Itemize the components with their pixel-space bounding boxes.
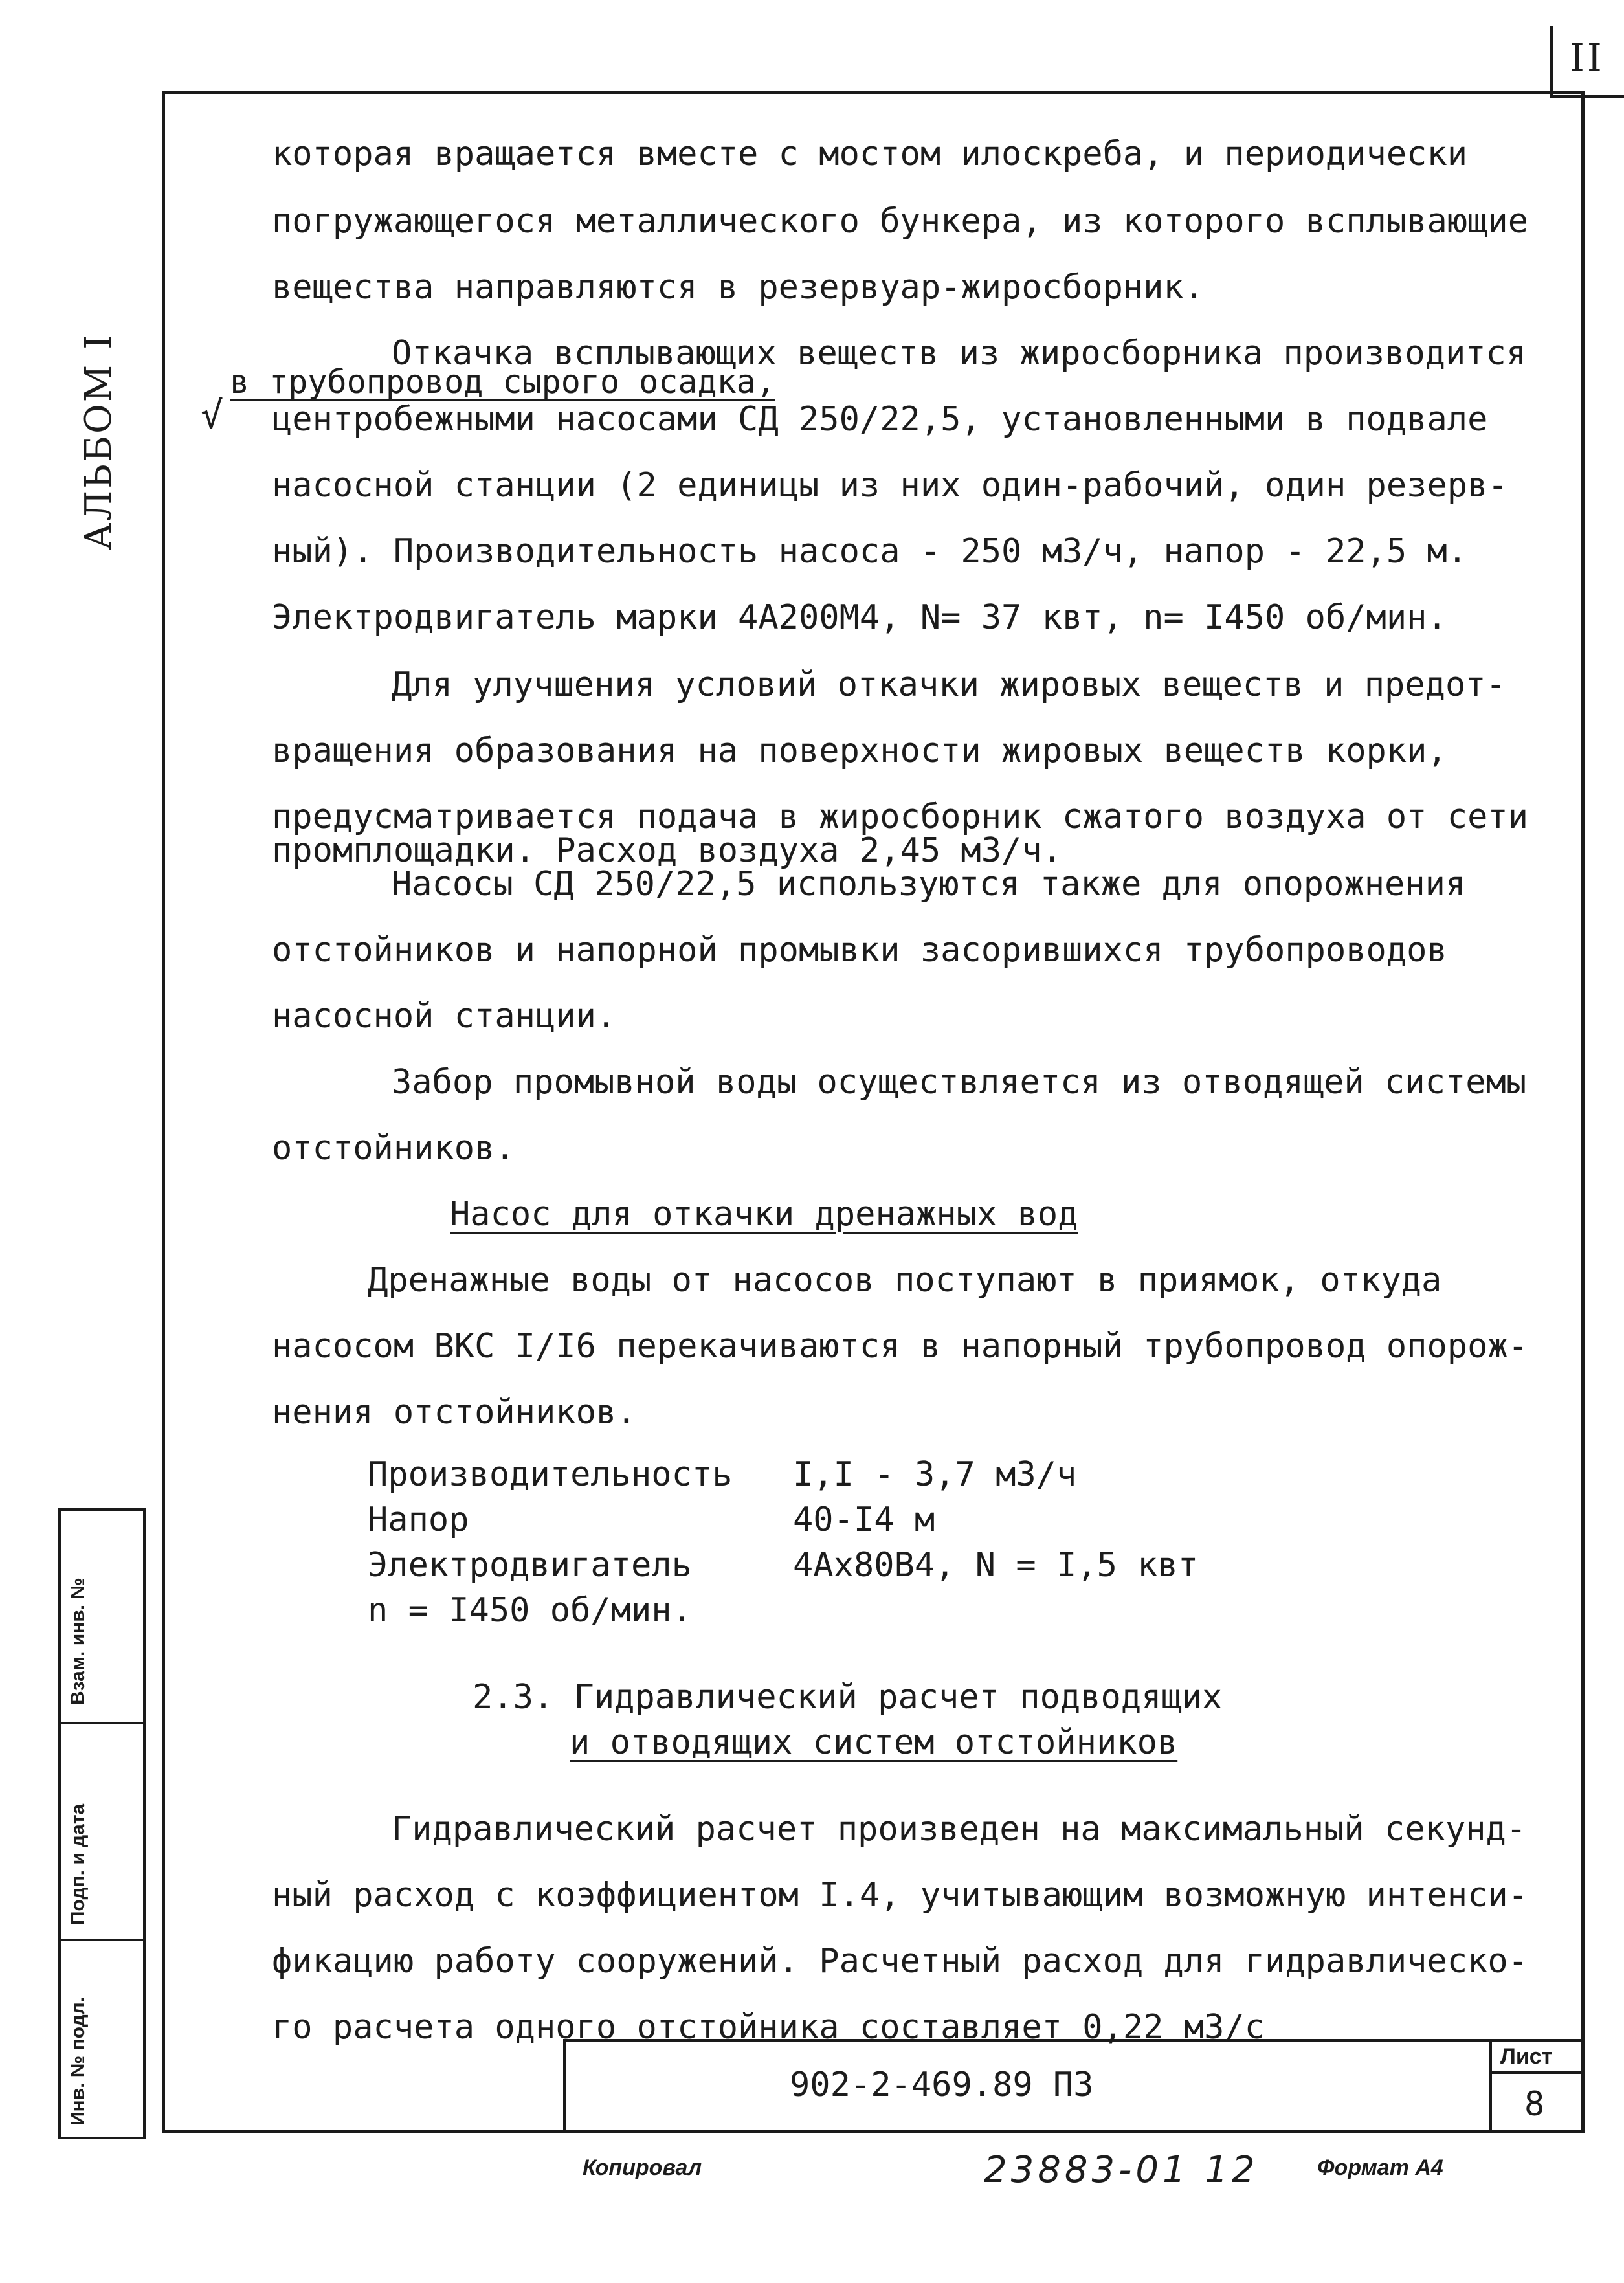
body-line: Насосы СД 250/22,5 используются также для опорожнения <box>392 865 1466 904</box>
side-stamp-label: Взам. инв. № <box>67 1577 89 1705</box>
body-line: вещества направляются в резервуар-жиросборник. <box>272 268 1205 307</box>
body-line: которая вращается вместе с мостом илоскреба, и периодически <box>272 135 1468 173</box>
body-line: центробежными насосами СД 250/22,5, установленными в подвале <box>272 400 1488 439</box>
side-stamp <box>58 1508 146 2139</box>
section-heading: и отводящих систем отстойников <box>570 1723 1178 1762</box>
body-line: Электродвигатель марки 4А200М4, N= 37 квт, n= I450 об/мин. <box>272 598 1447 637</box>
body-line: фикацию работу сооружений. Расчетный расход для гидравлическо- <box>272 1942 1529 1981</box>
side-stamp-cell <box>61 1724 143 1941</box>
sheet-label: Лист <box>1500 2044 1553 2069</box>
body-line: Дренажные воды от насосов поступают в приямок, откуда <box>368 1261 1442 1300</box>
sheet-number: 8 <box>1524 2085 1545 2124</box>
section-heading: 2.3. Гидравлический расчет подводящих <box>473 1678 1223 1717</box>
body-line: погружающегося металлического бункера, из которого всплывающие <box>272 202 1529 241</box>
body-line: ный расход с коэффициентом I.4, учитывающим возможную интенси- <box>272 1876 1529 1915</box>
side-stamp-cell <box>61 1941 143 2137</box>
body-line: отстойников. <box>272 1129 515 1168</box>
spec-label: Производительность <box>368 1455 733 1494</box>
copied-by-label: Копировал <box>583 2155 702 2180</box>
body-line: насосной станции. <box>272 997 617 1036</box>
insert-mark: √ <box>201 393 223 437</box>
spec-value: I,I - 3,7 м3/ч <box>793 1455 1077 1494</box>
side-stamp-cell <box>61 1511 143 1724</box>
spec-value: 4Аx80В4, N = I,5 квт <box>793 1546 1199 1585</box>
body-line: предусматривается подача в жиросборник сжатого воздуха от сети <box>272 797 1529 836</box>
handwritten-insert: в трубопровод сырого осадка, <box>230 363 775 401</box>
sheet-divider <box>1489 2071 1585 2074</box>
section-subheading: Насос для откачки дренажных вод <box>450 1195 1078 1234</box>
body-line: Забор промывной воды осуществляется из отводящей системы <box>392 1063 1527 1102</box>
body-line: насосом ВКС I/I6 перекачиваются в напорный трубопровод опорож- <box>272 1327 1529 1366</box>
archive-number: 23883-01 12 <box>984 2149 1259 2191</box>
side-stamp-label: Подп. и дата <box>67 1803 89 1925</box>
body-line: насосной станции (2 единицы из них один-рабочий, один резерв- <box>272 466 1508 505</box>
spec-label: Электродвигатель <box>368 1546 692 1585</box>
body-line: нения отстойников. <box>272 1393 637 1432</box>
body-line: вращения образования на поверхности жировых веществ корки, <box>272 731 1447 770</box>
body-line: го расчета одного отстойника составляет 0,22 м3/с <box>272 2008 1265 2047</box>
body-line: ный). Производительность насоса - 250 м3/ч, напор - 22,5 м. <box>272 532 1468 571</box>
body-line: отстойников и напорной промывки засорившихся трубопроводов <box>272 931 1447 970</box>
body-line: Для улучшения условий откачки жировых веществ и предот- <box>392 665 1506 704</box>
spec-label: Напор <box>368 1500 469 1539</box>
document-code: 902-2-469.89 ПЗ <box>790 2066 1094 2104</box>
spec-value: 40-I4 м <box>793 1500 935 1539</box>
page-number: II <box>1570 36 1605 80</box>
album-label: АЛЬБОМ I <box>78 333 120 550</box>
body-line: Гидравлический расчет произведен на максимальный секунд- <box>392 1810 1527 1849</box>
body-line: промплощадки. Расход воздуха 2,45 м3/ч. <box>272 831 1062 870</box>
body-line: Откачка всплывающих веществ из жиросборника производится <box>392 334 1527 373</box>
side-stamp-label: Инв. № подл. <box>67 1996 89 2126</box>
spec-extra: n = I450 об/мин. <box>368 1591 692 1630</box>
format-label: Формат А4 <box>1317 2155 1443 2180</box>
